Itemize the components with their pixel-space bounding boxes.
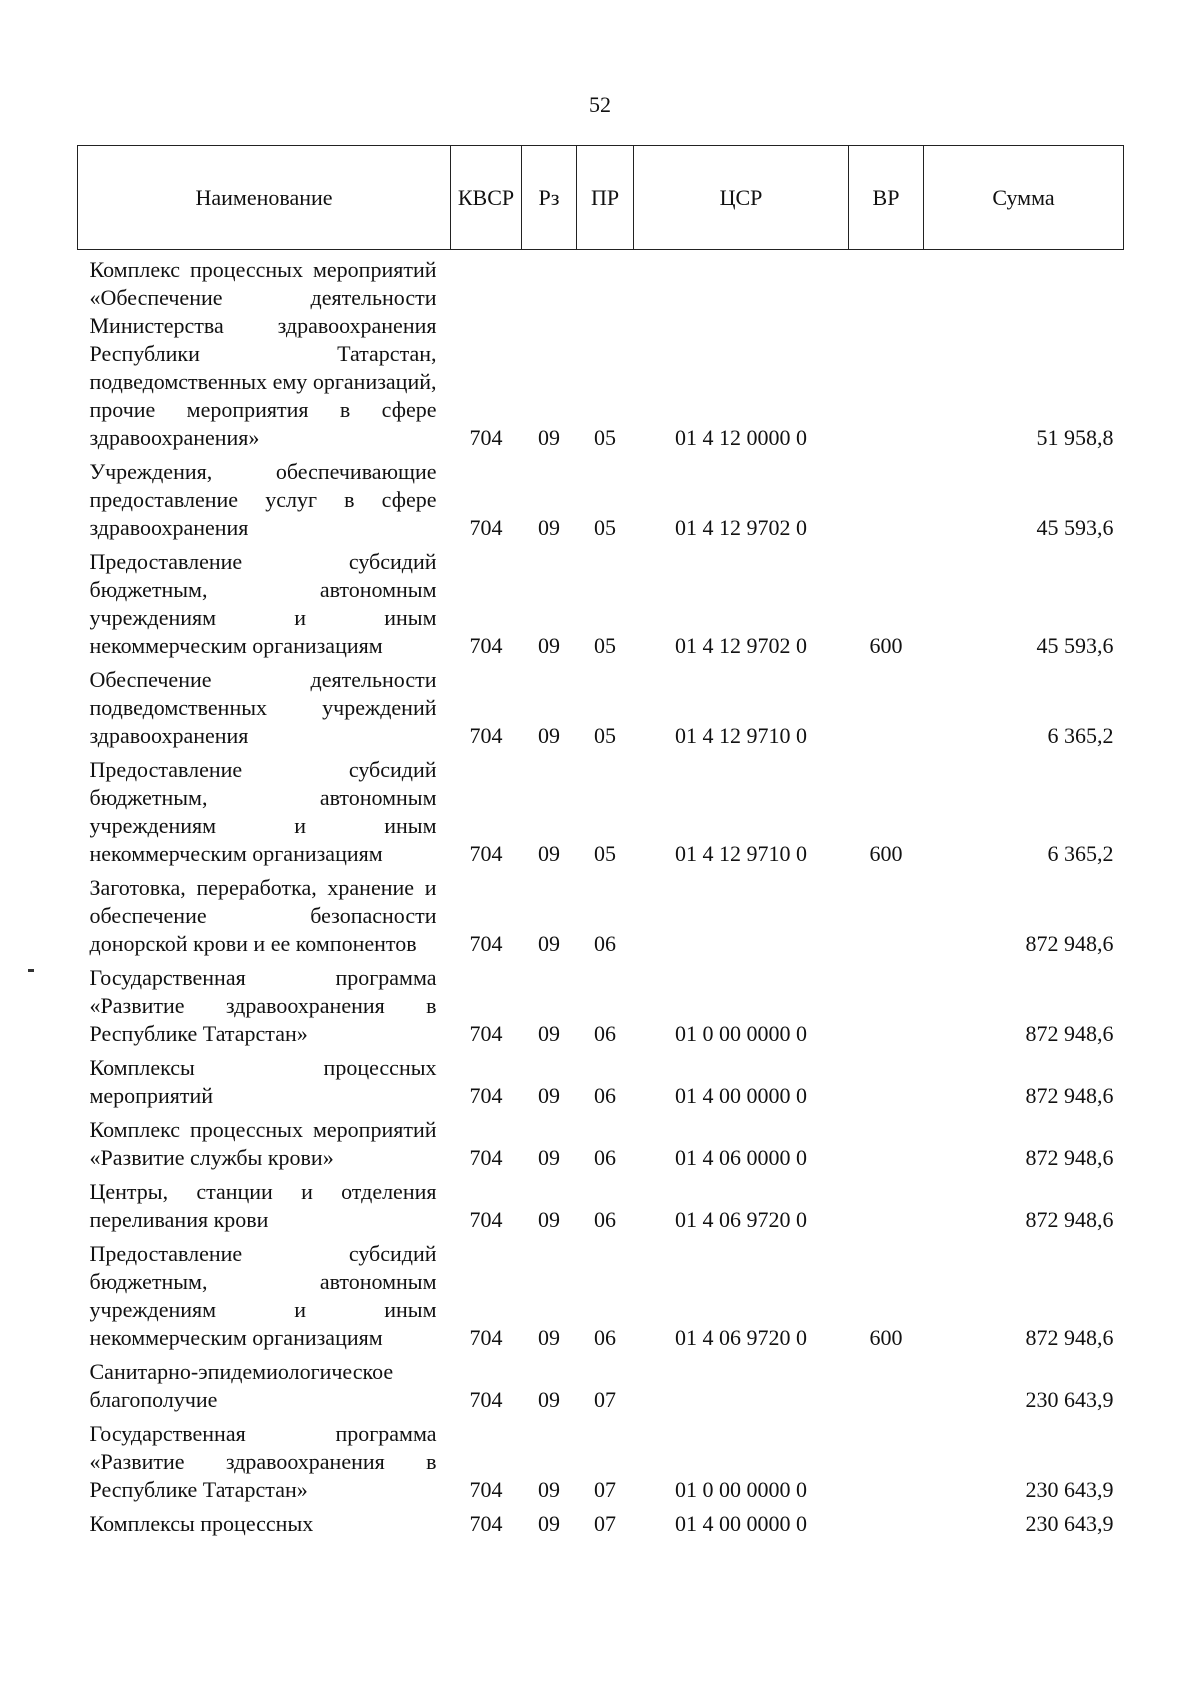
cell-vr: [849, 660, 924, 750]
cell-vr: [849, 1048, 924, 1110]
cell-sum: 872 948,6: [1025, 1207, 1114, 1232]
cell-vr: [849, 868, 924, 958]
table-row: [78, 660, 1124, 750]
cell-pr: 06: [594, 1083, 616, 1108]
cell-pr: 05: [594, 515, 616, 540]
table-row: [78, 1110, 1124, 1172]
cell-kvsr: 704: [469, 1145, 503, 1170]
table-row: [78, 250, 1124, 453]
cell-kvsr: 704: [469, 931, 503, 956]
cell-pr: 06: [594, 931, 616, 956]
cell-name: Учреждения, обеспечивающие предоставление услуг в сфере здравоохранения: [89, 459, 437, 540]
cell-pr: 06: [594, 1325, 616, 1350]
cell-rz: 09: [538, 1207, 560, 1232]
cell-vr: [849, 1504, 924, 1538]
cell-rz: 09: [538, 1021, 560, 1046]
cell-rz: 09: [538, 515, 560, 540]
cell-pr: 05: [594, 425, 616, 450]
table-row: [78, 1504, 1124, 1538]
cell-csr: 01 4 12 9710 0: [675, 723, 807, 748]
cell-vr: 600: [869, 841, 903, 866]
header-rz: Рз: [522, 146, 577, 250]
cell-vr: [849, 958, 924, 1048]
cell-name: Комплексы процессных: [89, 1511, 314, 1536]
cell-sum: 51 958,8: [1036, 425, 1114, 450]
budget-table: [77, 145, 1124, 1538]
cell-pr: 05: [594, 723, 616, 748]
cell-kvsr: 704: [469, 633, 503, 658]
cell-kvsr: 704: [469, 425, 503, 450]
cell-sum: 872 948,6: [1025, 1145, 1114, 1170]
cell-csr: 01 4 12 0000 0: [675, 425, 807, 450]
cell-kvsr: 704: [469, 841, 503, 866]
cell-sum: 872 948,6: [1025, 931, 1114, 956]
cell-kvsr: 704: [469, 1083, 503, 1108]
cell-sum: 6 365,2: [1047, 841, 1114, 866]
cell-sum: 45 593,6: [1036, 633, 1114, 658]
cell-pr: 07: [594, 1387, 616, 1412]
cell-kvsr: 704: [469, 1021, 503, 1046]
cell-sum: 872 948,6: [1025, 1325, 1114, 1350]
cell-kvsr: 704: [469, 1387, 503, 1412]
cell-vr: [849, 452, 924, 542]
cell-csr: 01 4 00 0000 0: [675, 1511, 807, 1536]
cell-pr: 06: [594, 1145, 616, 1170]
cell-rz: 09: [538, 1387, 560, 1412]
cell-kvsr: 704: [469, 515, 503, 540]
table-row: [78, 1234, 1124, 1352]
cell-pr: 07: [594, 1511, 616, 1536]
cell-sum: 872 948,6: [1025, 1083, 1114, 1108]
cell-pr: 05: [594, 633, 616, 658]
header-pr: ПР: [577, 146, 634, 250]
cell-kvsr: 704: [469, 1207, 503, 1232]
cell-rz: 09: [538, 425, 560, 450]
cell-name: Комплекс процессных мероприятий «Обеспечение деятельности Министерства здравоохранения Республики Татарстан, подведомственных ему организаций, прочие мероприятия в сфере здравоохранения»: [89, 257, 437, 450]
table-row: [78, 750, 1124, 868]
cell-csr: [634, 868, 849, 958]
cell-rz: 09: [538, 1083, 560, 1108]
cell-name: Комплексы процессных мероприятий: [89, 1055, 437, 1108]
cell-csr: [634, 1352, 849, 1414]
cell-name: Предоставление субсидий бюджетным, автономным учреждениям и иным некоммерческим организациям: [89, 757, 437, 866]
cell-vr: 600: [869, 633, 903, 658]
cell-kvsr: 704: [469, 1511, 503, 1536]
cell-vr: [849, 1110, 924, 1172]
table-row: [78, 452, 1124, 542]
cell-csr: 01 4 12 9702 0: [675, 515, 807, 540]
cell-vr: [849, 250, 924, 453]
page-number: 52: [589, 92, 611, 117]
cell-csr: 01 4 06 9720 0: [675, 1207, 807, 1232]
table-row: [78, 1414, 1124, 1504]
table-row: [78, 1048, 1124, 1110]
cell-kvsr: 704: [469, 1325, 503, 1350]
cell-pr: 06: [594, 1207, 616, 1232]
cell-csr: 01 4 12 9702 0: [675, 633, 807, 658]
cell-name: Комплекс процессных мероприятий «Развитие службы крови»: [89, 1117, 437, 1170]
cell-name: Обеспечение деятельности подведомственных учреждений здравоохранения: [89, 667, 437, 748]
cell-vr: [849, 1172, 924, 1234]
table-row: [78, 1352, 1124, 1414]
header-sum: Сумма: [924, 146, 1124, 250]
header-kvsr: КВСР: [451, 146, 522, 250]
cell-name: Государственная программа «Развитие здравоохранения в Республике Татарстан»: [89, 965, 437, 1046]
cell-pr: 07: [594, 1477, 616, 1502]
cell-rz: 09: [538, 1511, 560, 1536]
cell-csr: 01 0 00 0000 0: [675, 1477, 807, 1502]
table-body: [78, 250, 1124, 1539]
cell-sum: 6 365,2: [1047, 723, 1114, 748]
cell-csr: 01 4 12 9710 0: [675, 841, 807, 866]
cell-name: Санитарно-эпидемиологическое благополучие: [89, 1359, 394, 1412]
table-row: [78, 958, 1124, 1048]
cell-csr: 01 4 06 0000 0: [675, 1145, 807, 1170]
cell-rz: 09: [538, 841, 560, 866]
cell-kvsr: 704: [469, 1477, 503, 1502]
cell-name: Предоставление субсидий бюджетным, автономным учреждениям и иным некоммерческим организациям: [89, 549, 437, 658]
cell-rz: 09: [538, 633, 560, 658]
table-row: [78, 868, 1124, 958]
cell-sum: 230 643,9: [1025, 1477, 1114, 1502]
cell-vr: 600: [869, 1325, 903, 1350]
cell-vr: [849, 1414, 924, 1504]
cell-name: Центры, станции и отделения переливания крови: [89, 1179, 437, 1232]
cell-pr: 05: [594, 841, 616, 866]
cell-name: Заготовка, переработка, хранение и обеспечение безопасности донорской крови и ее компонентов: [89, 875, 437, 956]
cell-sum: 872 948,6: [1025, 1021, 1114, 1046]
cell-name: Государственная программа «Развитие здравоохранения в Республике Татарстан»: [89, 1421, 437, 1502]
cell-pr: 06: [594, 1021, 616, 1046]
cell-kvsr: 704: [469, 723, 503, 748]
cell-csr: 01 4 00 0000 0: [675, 1083, 807, 1108]
cell-rz: 09: [538, 1145, 560, 1170]
cell-sum: 230 643,9: [1025, 1511, 1114, 1536]
table-row: [78, 1172, 1124, 1234]
cell-vr: [849, 1352, 924, 1414]
scan-mark: [28, 969, 34, 972]
header-vr: ВР: [849, 146, 924, 250]
cell-rz: 09: [538, 1325, 560, 1350]
cell-name: Предоставление субсидий бюджетным, автономным учреждениям и иным некоммерческим организациям: [89, 1241, 437, 1350]
table-header: [78, 146, 1124, 250]
header-csr: ЦСР: [634, 146, 849, 250]
cell-rz: 09: [538, 931, 560, 956]
table-row: [78, 542, 1124, 660]
cell-rz: 09: [538, 1477, 560, 1502]
cell-csr: 01 0 00 0000 0: [675, 1021, 807, 1046]
cell-csr: 01 4 06 9720 0: [675, 1325, 807, 1350]
cell-rz: 09: [538, 723, 560, 748]
cell-sum: 45 593,6: [1036, 515, 1114, 540]
cell-sum: 230 643,9: [1025, 1387, 1114, 1412]
header-name: Наименование: [78, 146, 451, 250]
